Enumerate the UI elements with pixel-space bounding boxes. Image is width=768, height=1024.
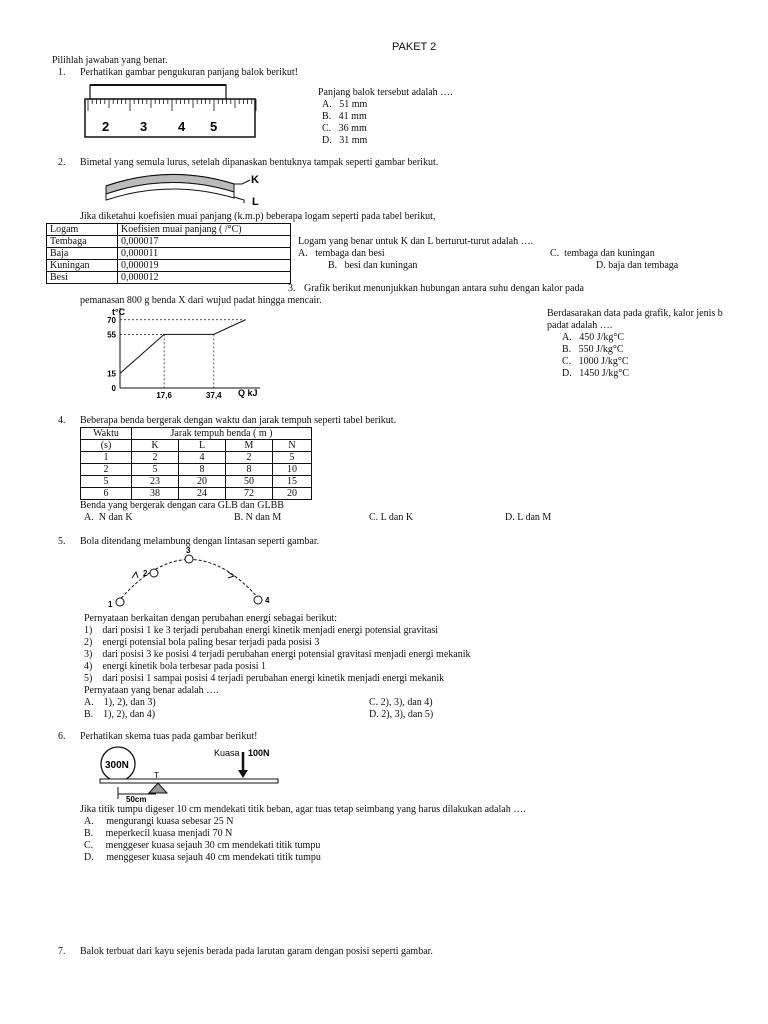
instruction: Pilihlah jawaban yang benar. xyxy=(52,55,168,66)
chart-y-tick-label: 15 xyxy=(107,369,116,379)
arrow-icon xyxy=(228,572,234,578)
ball-icon xyxy=(254,596,262,604)
label-l: L xyxy=(252,196,259,208)
chart-x-tick-label: 17,6 xyxy=(156,391,172,400)
q4-number: 4. xyxy=(58,415,66,426)
load-label: 300N xyxy=(105,760,129,771)
q3-option-a[interactable]: A. 450 J/kg°C xyxy=(562,332,625,343)
q5-stem: Pernyataan yang benar adalah …. xyxy=(84,685,219,696)
q1-option-d[interactable]: D. 31 mm xyxy=(322,135,368,146)
q3-option-b[interactable]: B. 550 J/kg°C xyxy=(562,344,624,355)
q5-statement-4: 4) energi kinetik bola terbesar pada posisi 1 xyxy=(84,661,267,672)
q3-question-line2: pemanasan 800 g benda X dari wujud padat hingga mencair. xyxy=(80,295,322,306)
trajectory-path xyxy=(118,559,260,602)
q2-option-d[interactable]: D. baja dan tembaga xyxy=(596,260,679,271)
force-word: Kuasa xyxy=(214,748,240,758)
q5-statement-2: 2) energi potensial bola paling besar terjadi pada posisi 3 xyxy=(84,637,320,648)
table-row: 2 5 8 8 10 xyxy=(81,464,312,476)
lever-figure xyxy=(98,744,288,802)
motion-table-waktu-header: Waktu xyxy=(81,428,132,440)
q4-option-d[interactable]: D. L dan M xyxy=(505,512,552,523)
chart-series-line xyxy=(120,320,245,374)
metal-table xyxy=(46,223,291,284)
fulcrum-triangle xyxy=(149,783,167,793)
table-row: Baja 0,000011 xyxy=(47,248,291,260)
q4-option-a[interactable]: A. N dan K xyxy=(84,512,133,523)
q4-option-b[interactable]: B. N dan M xyxy=(234,512,282,523)
q2-option-a[interactable]: A. tembaga dan besi xyxy=(298,248,385,259)
q1-stem: Panjang balok tersebut adalah …. xyxy=(318,87,453,98)
q2-number: 2. xyxy=(58,157,66,168)
q3-number: 3. xyxy=(288,283,296,294)
ball-icon xyxy=(150,569,158,577)
position-4: 4 xyxy=(265,596,270,605)
q1-number: 1. xyxy=(58,67,66,78)
lever-bar xyxy=(100,779,278,783)
q5-number: 5. xyxy=(58,536,66,547)
page-title: PAKET 2 xyxy=(392,41,437,53)
q1-option-c[interactable]: C. 36 mm xyxy=(322,123,367,134)
q4-option-c[interactable]: C. L dan K xyxy=(369,512,414,523)
q7-question: Balok terbuat dari kayu sejenis berada pada larutan garam dengan posisi seperti gambar. xyxy=(80,946,433,957)
q5-option-b[interactable]: B. 1), 2), dan 4) xyxy=(84,709,156,720)
q6-question: Perhatikan skema tuas pada gambar berikut! xyxy=(80,731,258,742)
chart-x-tick-label: 37,4 xyxy=(206,391,222,400)
q2-question: Bimetal yang semula lurus, setelah dipanaskan bentuknya tampak seperti gambar berikut. xyxy=(80,157,439,168)
q5-statement-1: 1) dari posisi 1 ke 3 terjadi perubahan energi kinetik menjadi energi potensial gravitasi xyxy=(84,625,438,636)
q2-option-b[interactable]: B. besi dan kuningan xyxy=(328,260,418,271)
ruler-body xyxy=(85,99,255,137)
q1-question: Perhatikan gambar pengukuran panjang balok berikut! xyxy=(80,67,298,78)
ball-icon xyxy=(116,598,124,606)
table-row: 5 23 20 50 15 xyxy=(81,476,312,488)
q1-option-a[interactable]: A. 51 mm xyxy=(322,99,368,110)
q6-option-a[interactable]: A. mengurangi kuasa sebesar 25 N xyxy=(84,816,234,827)
q6-option-d[interactable]: D. menggeser kuasa sejauh 40 cm mendekati titik tumpu xyxy=(84,852,321,863)
q6-option-b[interactable]: B. meperkecil kuasa menjadi 70 N xyxy=(84,828,233,839)
chart-y-tick-label: 70 xyxy=(107,315,116,325)
ball-trajectory-figure xyxy=(104,548,274,612)
q5-statement-5: 5) dari posisi 1 sampai posisi 4 terjadi perubahan energi kinetik menjadi energi mekanik xyxy=(84,673,445,684)
bimetal-figure xyxy=(104,170,274,210)
motion-table: Waktu Jarak tempuh benda ( m ) (s) K L M N 1 2 4 2 5 2 5 8 8 10 5 23 20 50 15 6 38 24 72 20 xyxy=(80,427,312,500)
q2-stem: Logam yang benar untuk K dan L berturut-turut adalah …. xyxy=(298,236,534,247)
q4-question: Beberapa benda bergerak dengan waktu dan jarak tempuh seperti tabel berikut. xyxy=(80,415,397,426)
q2-option-c[interactable]: C. tembaga dan kuningan xyxy=(550,248,655,259)
table-row: Kuningan 0,000019 xyxy=(47,260,291,272)
q4-stem: Benda yang bergerak dengan cara GLB dan GLBB xyxy=(80,500,284,511)
ball-icon xyxy=(185,555,193,563)
q7-number: 7. xyxy=(58,946,66,957)
chart-y-tick-label: 55 xyxy=(107,330,116,340)
q5-statement-3: 3) dari posisi 3 ke posisi 4 terjadi perubahan energi potensial gravitasi menjadi energi mekanik xyxy=(84,649,471,660)
label-k: K xyxy=(251,174,259,186)
chart-y-tick-label: 0 xyxy=(111,384,116,393)
q3-question-line1: Grafik berikut menunjukkan hubungan antara suhu dengan kalor pada xyxy=(304,283,584,294)
ruler-label-5: 5 xyxy=(210,119,218,134)
distance-label: 50cm xyxy=(126,795,147,804)
q1-option-b[interactable]: B. 41 mm xyxy=(322,111,367,122)
force-value: 100N xyxy=(248,748,270,758)
ruler-label-4: 4 xyxy=(178,119,186,134)
q3-stem-line1: Berdasarakan data pada grafik, kalor jenis b xyxy=(547,308,723,319)
table-row: 6 38 24 72 20 xyxy=(81,488,312,500)
q3-option-c[interactable]: C. 1000 J/kg°C xyxy=(562,356,629,367)
position-1: 1 xyxy=(108,600,113,609)
position-2: 2 xyxy=(143,569,148,578)
q3-stem-line2: padat adalah …. xyxy=(547,320,613,331)
q5-statements-intro: Pernyataan berkaitan dengan perubahan energi sebagai berikut: xyxy=(84,613,338,624)
q5-option-d[interactable]: D. 2), 3), dan 5) xyxy=(369,709,434,720)
table-row: 1 2 4 2 5 xyxy=(81,452,312,464)
arrow-icon xyxy=(132,572,138,578)
table-row: Besi 0,000012 xyxy=(47,272,291,284)
block-bar xyxy=(90,85,226,99)
position-3: 3 xyxy=(186,546,191,555)
ruler-label-3: 3 xyxy=(140,119,148,134)
metal-table-header-coef: Koefisien muai panjang ( /°C) xyxy=(118,224,291,236)
metal-table-header-logam: Logam xyxy=(47,224,118,236)
q3-option-d[interactable]: D. 1450 J/kg°C xyxy=(562,368,630,379)
temperature-chart xyxy=(98,304,268,404)
q6-stem: Jika titik tumpu digeser 10 cm mendekati titik beban, agar tuas tetap seimbang yang harus dilakukan adalah …. xyxy=(80,804,526,815)
chart-ylabel: t°C xyxy=(112,307,126,317)
q6-option-c[interactable]: C. menggeser kuasa sejauh 30 cm mendekati titik tumpu xyxy=(84,840,321,851)
fulcrum-label: T xyxy=(154,771,159,780)
ruler-label-2: 2 xyxy=(102,119,110,134)
table-row: Tembaga 0,000017 xyxy=(47,236,291,248)
motion-table-jarak-header: Jarak tempuh benda ( m ) xyxy=(132,428,312,440)
ruler-figure xyxy=(84,82,264,142)
q5-option-a[interactable]: A. 1), 2), dan 3) xyxy=(84,697,156,708)
q6-number: 6. xyxy=(58,731,66,742)
q2-table-intro: Jika diketahui koefisien muai panjang (k.m.p) beberapa logam seperti pada tabel berikut, xyxy=(80,211,436,222)
q5-question: Bola ditendang melambung dengan lintasan seperti gambar. xyxy=(80,536,320,547)
chart-xlabel: Q kJ xyxy=(238,388,258,398)
q5-option-c[interactable]: C. 2), 3), dan 4) xyxy=(369,697,433,708)
